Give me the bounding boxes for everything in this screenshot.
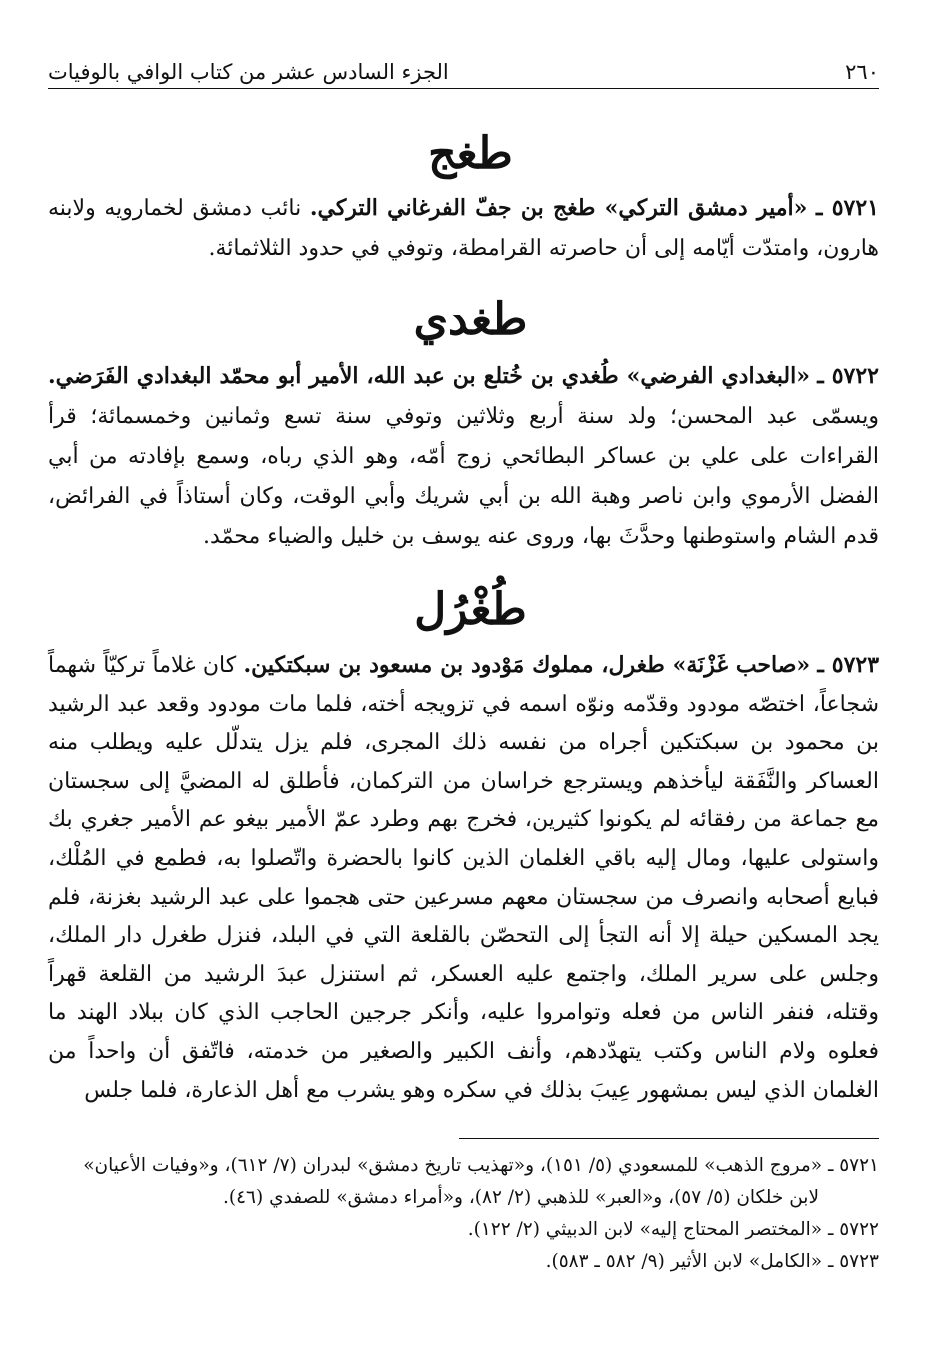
entry-body: كان غلاماً تركيّاً شهماً شجاعاً، اختصّه مودود وقدّمه ونوّه اسمه في تزويجه أخته، فلما مات مودود وقعد عبد الرشيد بن محمود بن سبكتكين أجراه من نفسه ذلك المجرى، فلم يزل يتدلّل عليه ويطلب منه العساكر والنَّفَقة ليأخذهم ويسترجع خراسان من التركمان، فأطلق له المضيَّ إلى سجستان مع جماعة من رفقائه لم يكونوا كثيرين، فخرج بهم وطرد عمّ الأمير بيغو عم الأمير جغري بك واستولى عليها، ومال إليه باقي الغلمان الذين كانوا بالحضرة واتّصلوا به، فطمع في المُلْك، فبايع أصحابه وانصرف من سجستان معهم مسرعين حتى هجموا على عبد الرشيد بغزنة، فلم يجد المسكين حيلة إلا أنه التجأ إلى التحصّن بالقلعة التي في البلد، فنزل طغرل دار الملك، وجلس على سرير الملك، واجتمع عليه العسكر، ثم استنزل عبدَ الرشيد من القلعة قهراً وقتله، فنفر الناس من فعله وتوامروا عليه، وأنكر جرجين الحاجب الذي كان ببلاد الهند ما فعلوه ولام الناس وكتب يتهدّدهم، وأنف الكبير والصغير من خدمته، فاتّفق أن واحداً من الغلمان الذي ليس بمشهور عِيبَ بذلك في سكره وهو يشرب مع أهل الذعارة، فلما جلس	[48, 653, 879, 1103]
entry-5722	[48, 356, 879, 557]
entry-number: ٥٧٢١ ـ	[815, 195, 879, 221]
section-heading-tughril: طُغْرُل	[414, 584, 527, 635]
footnote-line: ٥٧٢٢ ـ «المختصر المحتاج إليه» لابن الدبيثي (٢/ ١٢٢).	[467, 1219, 879, 1240]
entry-5723	[48, 646, 879, 1110]
footnote-5722	[48, 1214, 879, 1246]
page-number: ٢٦٠	[845, 60, 879, 84]
entry-number: ٥٧٢٢ ـ	[817, 363, 879, 389]
footnote-line: لابن خلكان (٥/ ٥٧)، و«العبر» للذهبي (٢/ ٨٢)، و«أمراء دمشق» للصفدي (٤٦).	[223, 1187, 819, 1208]
footnote-divider	[459, 1138, 879, 1139]
header-divider	[48, 88, 879, 89]
entry-body: ويسمّى عبد المحسن؛ ولد سنة أربع وثلاثين وتوفي سنة تسع وثمانين وخمسمائة؛ قرأ القراءات على علي بن عساكر البطائحي زوج أمّه، وهو الذي رباه، وسمع بإفادته من أبي الفضل الأرموي وابن ناصر وهبة الله بن أبي شريك وأبي الوقت، وكان أستاذاً في الفرائض، قدم الشام واستوطنها وحدَّثَ بها، وروى عنه يوسف بن خليل والضياء محمّد.	[48, 404, 879, 549]
entry-5721	[48, 188, 879, 269]
entry-lead: «أمير دمشق التركي» طغج بن جفّ الفرغاني التركي.	[309, 195, 808, 221]
footnote-line: ٥٧٢٣ ـ «الكامل» لابن الأثير (٩/ ٥٨٢ ـ ٥٨٣).	[545, 1251, 879, 1272]
entry-lead: «صاحب غَزْنَة» طغرل، مملوك مَوْدود بن مسعود بن سبكتكين.	[243, 652, 811, 678]
entry-number: ٥٧٢٣ ـ	[817, 652, 880, 678]
footnote-5723	[48, 1246, 879, 1278]
footnote-line: ٥٧٢١ ـ «مروج الذهب» للمسعودي (٥/ ١٥١)، و«تهذيب تاريخ دمشق» لبدران (٧/ ٦١٢)، و«وفيات الأعيان»	[83, 1155, 879, 1176]
footnotes	[48, 1150, 879, 1278]
entry-body: نائب دمشق لخمارويه ولابنه هارون، وامتدّت أيّامه إلى أن حاصرته القرامطة، وتوفي في حدود الثلاثمائة.	[48, 196, 879, 261]
section-heading-tughj: طغج	[428, 128, 513, 179]
running-header	[48, 44, 879, 84]
footnote-5721	[48, 1150, 879, 1214]
entry-lead: «البغدادي الفرضي» طُغدي بن خُتلع بن عبد الله، الأمير أبو محمّد البغدادي الفَرَضي.	[48, 363, 810, 389]
section-heading-tughdi: طغدي	[413, 294, 528, 345]
book-title: الجزء السادس عشر من كتاب الوافي بالوفيات	[48, 60, 449, 84]
